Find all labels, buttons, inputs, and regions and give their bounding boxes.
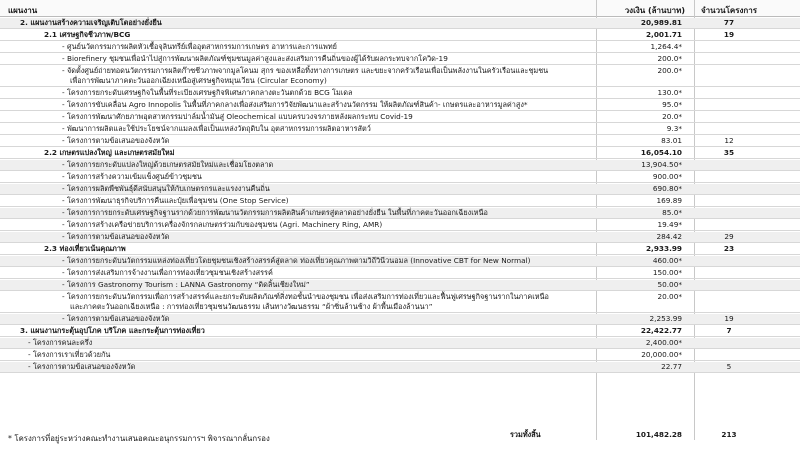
table-header	[0, 0, 800, 17]
table-row: - โครงการยกระดับนวัตกรรมเพื่อการสร้างสรรค์และยกระดับผลิตภัณฑ์สิ่งทอชั้นนำของชุมชน เพื่อส่งเสริมการท่องเที่ยวและฟื้นฟูเศรษฐกิจฐานรากในภาคเหนือ และภาคตะวันออกเฉียงเหนือ : การท่องเที่ยวชุมชนวัฒนธรรม เส้นทางวัฒนธรรม “ผ้าซิ่นล้านช้าง ผ้าพื้นเมืองล้านนา” 20.00*	[0, 292, 800, 313]
table-row: - โครงการการยกระดับเศรษฐกิจฐานรากด้วยการพัฒนานวัตกรรมการผลิตสินค้าเกษตรสู่ตลาดอย่างยั่งยืน ในพื้นที่ภาคตะวันออกเฉียงเหนือ 85.0*	[0, 208, 800, 219]
table-row: - โครงการ Gastronomy Tourism : LANNA Gastronomy “ดิดลิ้นเชียงใหม่” 50.00*	[0, 280, 800, 291]
table-row: - โครงการผลิตพืชพันธุ์ดีสนับสนุนให้กับเกษตรกรและแรงงานคืนถิ่น 690.80*	[0, 184, 800, 195]
table-row: 3. แผนงานกระตุ้นอุปโภค บริโภค และกระตุ้นการท่องเที่ยว 22,422.77 7	[0, 326, 800, 337]
table-row: - โครงการพัฒนาธุรกิจบริการคืนและปุ๋ยเพื่อชุมชน (One Stop Service) 169.89	[0, 196, 800, 207]
table-row: - โครงการสร้างเครือข่ายบริการเครื่องจักรกลเกษตรร่วมกับของชุมชน (Agri. Machinery Ring, AMR) 19.49*	[0, 220, 800, 231]
header-plan: แผนงาน	[8, 6, 38, 15]
total-budget: 101,482.28	[635, 430, 682, 439]
table-row: - โครงการตามข้อเสนอของจังหวัด 83.01 12	[0, 136, 800, 147]
table-row: 2. แผนงานสร้างความเจริญเติบโตอย่างยั่งยืน 20,989.81 77	[0, 18, 800, 29]
table-row: - โครงการขับเคลื่อน Agro Innopolis ในพื้นที่ภาคกลางเพื่อส่งเสริมการวิจัยพัฒนาและสร้างนวัตกรรม ให้ผลิตภัณฑ์สินค้า- เกษตรและอาหารมูลค่าสูง* 95.0*	[0, 100, 800, 111]
table-row: - โครงการสร้างความเข้มแข็งศูนย์ข้าวชุมชน 900.00*	[0, 172, 800, 183]
table-row: 2.3 ท่องเที่ยวเน้นคุณภาพ 2,933.99 23	[0, 244, 800, 255]
total-label: รวมทั้งสิ้น	[510, 430, 541, 439]
table-row: - โครงการตามข้อเสนอของจังหวัด 2,253.99 19	[0, 314, 800, 325]
header-project-count: จำนวนโครงการ	[700, 6, 758, 15]
table-row: - โครงการยกระดับนวัตกรรมแหล่งท่องเที่ยวโดยชุมชนเชิงสร้างสรรค์สู่ตลาด ท่องเที่ยวคุณภาพตามวิถีวินีวนอมล (Innovative CBT for New Normal) 460.00*	[0, 256, 800, 267]
table-row: 2.1 เศรษฐกิจชีวภาพ/BCG 2,001.71 19	[0, 30, 800, 41]
table-row: - โครงการยกระดับแปลงใหญ่ด้วยเกษตรสมัยใหม่และเชื่อมโยงตลาด 13,904.50*	[0, 160, 800, 171]
table-row: - พัฒนาการผลิตและใช้ประโยชน์จากแมลงเพื่อเป็นแหล่งวัตถุดิบใน อุตสาหกรรมการผลิตอาหารสัตว์ 9.3*	[0, 124, 800, 135]
footnote: * โครงการที่อยู่ระหว่างคณะทำงานเสนอคณะอนุกรรมการฯ พิจารณากลั่นกรอง	[8, 434, 270, 443]
table-row: 2.2 เกษตรแปลงใหญ่ และเกษตรสมัยใหม่ 16,054.10 35	[0, 148, 800, 159]
table-row: - จัดตั้งศูนย์ถ่ายทอดนวัตกรรมการผลิตก๊าซชีวภาพจากมูลโคนม สุกร ของเหลือทิ้งทางการเกษตร และขยะจากครัวเรือนเพื่อเป็นพลังงานในครัวเรือนและชุมชน เพื่อการพัฒนาภาคตะวันออกเฉียงเหนือสู่เศรษฐกิจหมุนเวียน (Circular Economy) 200.0*	[0, 66, 800, 87]
table-row: - โครงการส่งเสริมการจ้างงานเพื่อการท่องเที่ยวชุมชนเชิงสร้างสรรค์ 150.00*	[0, 268, 800, 279]
header-budget: วงเงิน (ล้านบาท)	[624, 6, 685, 15]
table-row: - ศูนย์นวัตกรรมการผลิตหัวเชื้อจุลินทรีย์เพื่ออุตสาหกรรมการเกษตร อาหารและการแพทย์ 1,264.4*	[0, 42, 800, 53]
table-row: - โครงการตามข้อเสนอของจังหวัด 22.77 5	[0, 362, 800, 373]
table-row: - โครงการยกระดับเศรษฐกิจในพื้นที่ระเบียงเศรษฐกิจพิเศษภาคกลางตะวันตกด้วย BCG โมเดล 130.0*	[0, 88, 800, 99]
table-row: - โครงการพัฒนาศักยภาพอุตสาหกรรมปาล์มน้ำมันสู่ Oleochemical แบบครบวงจรภายหลังผลกระทบ Covid-19 20.0*	[0, 112, 800, 123]
total-count: 213	[721, 430, 737, 439]
table-row: - โครงการเราเที่ยวด้วยกัน 20,000.00*	[0, 350, 800, 361]
table-row: - โครงการคนละครึ่ง 2,400.00*	[0, 338, 800, 349]
table-row: - โครงการตามข้อเสนอของจังหวัด 284.42 29	[0, 232, 800, 243]
table-row: - Biorefinery ชุมชนเพื่อนำไปสู่การพัฒนาผลิตภัณฑ์ชุมชนมูลค่าสูงและส่งเสริมการคืนถิ่นของผู้ได้รับผลกระทบจากโควิด-19 200.0*	[0, 54, 800, 65]
